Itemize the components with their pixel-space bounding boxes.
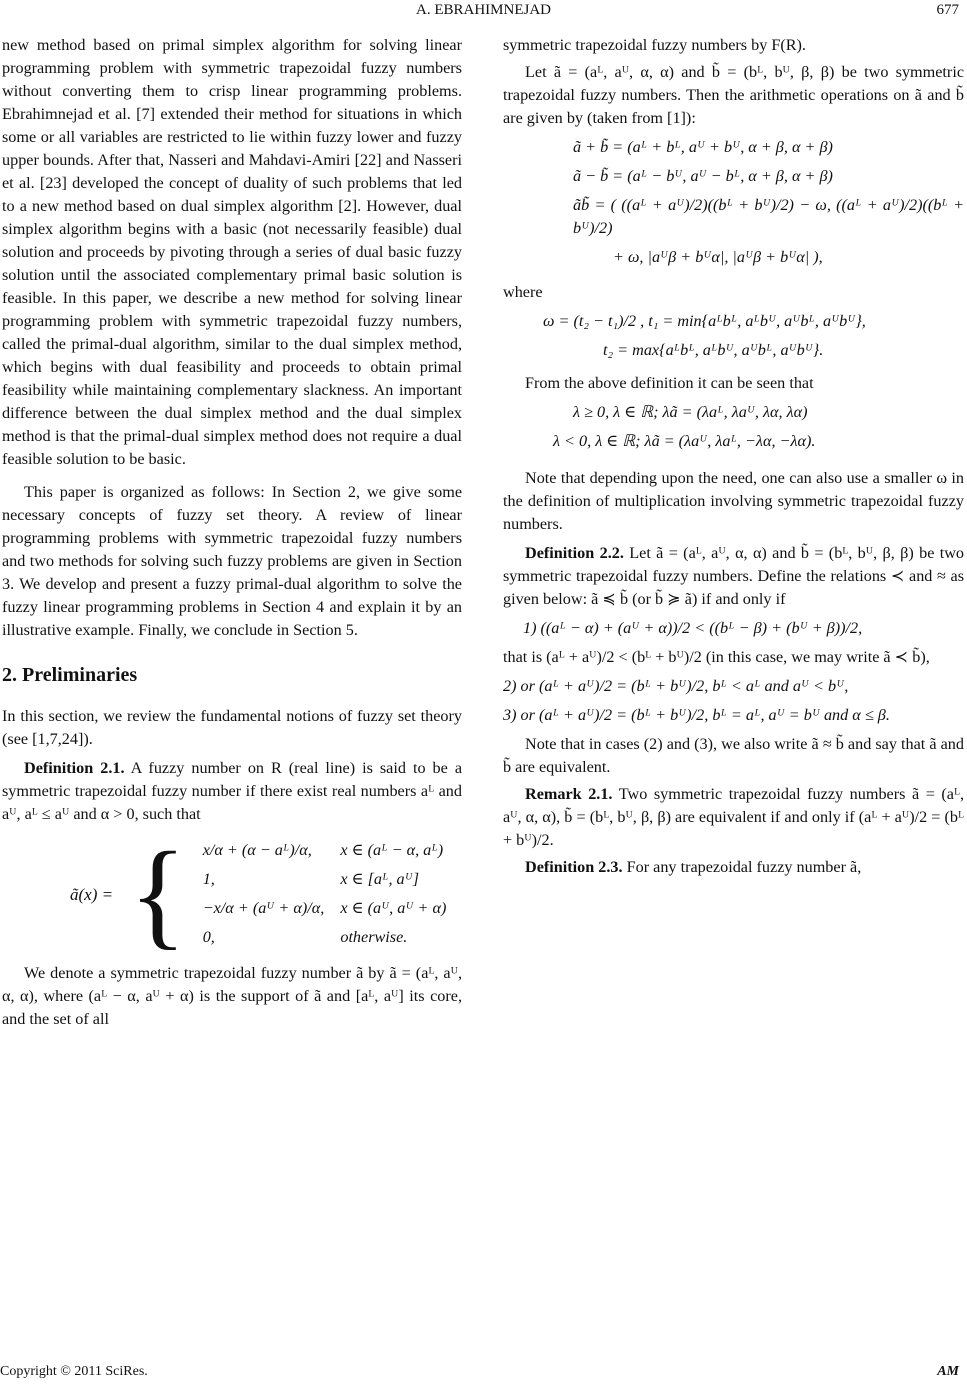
section-heading: 2. Preliminaries — [2, 664, 138, 686]
intro-paragraph: new method based on primal simplex algorithm for solving linear programming problem with symmetric trapezoidal fuzzy numbers without converting them to crisp linear programming problems. Ebrahimnejad et al. [7] extended their method for situations in which some or all variables are restricted to lie within fuzzy lower and fuzzy upper bounds. After that, Nasseri and Mahdavi-Amiri [22] and Nasseri et al. [23] developed the concept of duality of such problems that led to a new method based on dual simplex algorithm [2]. However, dual simplex algorithm begins with a basic (not necessarily feasible) dual solution and proceeds by pivoting through a series of dual basic fuzzy solution until the associated complementary primal basic solution is feasible. In this paper, we describe a new method for solving linear programming problem with symmetric trapezoidal fuzzy numbers, called the primal-dual algorithm, similar to the dual simplex method, which begins with dual feasibility and proceeds to obtain primal feasibility while maintaining complementary slackness. An important difference between the dual simplex method and the dual simplex method is that the primal-dual simplex method does not require a dual feasible solution to be basic. — [2, 36, 462, 468]
condition-1: 1) ((aᴸ − α) + (aᵁ + α))/2 < ((bᴸ − β) + (bᵁ + β))/2, — [523, 619, 863, 637]
copyright-notice: Copyright © 2011 SciRes. — [0, 1364, 148, 1379]
case-cond: otherwise. — [340, 928, 408, 946]
subtraction-formula: ã − b̃ = (aᴸ − bᵁ, aᵁ − bᴸ, α + β, α + β) — [573, 167, 833, 185]
remark-2-1 — [503, 783, 964, 852]
case-expr: 1, — [202, 870, 215, 888]
case-expr: 0, — [202, 928, 215, 946]
scalar-positive: λ ≥ 0, λ ∈ ℝ; λã = (λaᴸ, λaᵁ, λα, λα) — [573, 403, 808, 421]
condition-3: 3) or (aᴸ + aᵁ)/2 = (bᴸ + bᵁ)/2, bᴸ = aᴸ, aᵁ = bᵁ and α ≤ β. — [503, 706, 890, 724]
left-brace: { — [129, 827, 187, 960]
denote-paragraph: We denote a symmetric trapezoidal fuzzy number ã by ã = (aᴸ, aᵁ, α, α), where (aᴸ − α, aᵁ + α) is the support of ã and [aᴸ, aᵁ] its core, and the set of all — [2, 964, 462, 1028]
left-column — [2, 34, 462, 1031]
definition-label: Definition 2.1. — [24, 759, 125, 777]
continuation-line: symmetric trapezoidal fuzzy numbers by F(R). — [503, 36, 806, 54]
definition-2-2 — [503, 542, 964, 611]
case-cond: x ∈ [aᴸ, aᵁ] — [340, 870, 420, 888]
case-cond: x ∈ (aᵁ, aᵁ + α) — [340, 899, 447, 917]
where-label: where — [503, 283, 543, 301]
definition-label: Definition 2.3. — [525, 858, 623, 876]
organization-paragraph: This paper is organized as follows: In Section 2, we give some necessary concepts of fuzzy set theory. A review of linear programming problems with symmetric trapezoidal fuzzy numbers and two methods for solving such fuzzy problems are given in Section 3. We develop and present a fuzzy primal-dual algorithm to solve the fuzzy linear programming problems in Section 4 and explain it by an illustrative example. Finally, we conclude in Section 5. — [2, 483, 462, 639]
author-header: A. EBRAHIMNEJAD — [416, 2, 551, 18]
section-intro: In this section, we review the fundamental notions of fuzzy set theory (see [1,7,24]). — [2, 707, 462, 748]
page-number: 677 — [936, 2, 959, 18]
case-expr: −x/α + (aᵁ + α)/α, — [202, 899, 325, 917]
condition-1-tail: that is (aᴸ + aᵁ)/2 < (bᴸ + bᵁ)/2 (in this case, we may write ã ≺ b̃), — [503, 648, 930, 666]
remark-text: Two symmetric trapezoidal fuzzy numbers ã = (aᴸ, aᵁ, α, α), b̃ = (bᴸ, bᵁ, β, β) are equivalent if and only if (aᴸ + aᵁ)/2 = (bᴸ + bᵁ)/2. — [503, 785, 965, 849]
scalar-negative: λ < 0, λ ∈ ℝ; λã = (λaᵁ, λaᴸ, −λα, −λα). — [553, 432, 816, 450]
case-cond: x ∈ (aᴸ − α, aᴸ) — [340, 841, 444, 859]
running-header — [0, 2, 967, 24]
condition-2: 2) or (aᴸ + aᵁ)/2 = (bᴸ + bᵁ)/2, bᴸ < aᴸ and aᵁ < bᵁ, — [503, 677, 849, 695]
remark-label: Remark 2.1. — [525, 785, 613, 803]
let-paragraph: Let ã = (aᴸ, aᵁ, α, α) and b̃ = (bᴸ, bᵁ, β, β) be two symmetric trapezoidal fuzzy numbers. Then the arithmetic operations on ã and b̃ are given by (taken from [1]): — [503, 63, 964, 127]
multiplication-formula-1: ãb̃ = ( ((aᴸ + aᵁ)/2)((bᴸ + bᵁ)/2) − ω, ((aᴸ + aᵁ)/2)((bᴸ + bᵁ)/2) — [573, 196, 964, 237]
definition-text: For any trapezoidal fuzzy number ã, — [626, 858, 862, 876]
definition-2-1 — [2, 757, 462, 826]
definition-2-3 — [503, 856, 964, 879]
journal-abbrev: AM — [937, 1364, 959, 1379]
addition-formula: ã + b̃ = (aᴸ + bᴸ, aᵁ + bᵁ, α + β, α + β) — [573, 138, 833, 156]
definition-text: A fuzzy number on R (real line) is said to be a symmetric trapezoidal fuzzy number if there exist real numbers aᴸ and aᵁ, aᴸ ≤ aᵁ and α > 0, such that — [2, 759, 463, 823]
t2-definition: t₂ = max{aᴸbᴸ, aᴸbᵁ, aᵁbᴸ, aᵁbᵁ}. — [603, 341, 824, 359]
equivalence-note: Note that in cases (2) and (3), we also write ã ≈ b̃ and say that ã and b̃ are equivalent. — [503, 735, 964, 776]
right-column — [503, 34, 964, 879]
case-expr: x/α + (α − aᴸ)/α, — [202, 841, 312, 859]
definition-label: Definition 2.2. — [525, 544, 624, 562]
omega-note: Note that depending upon the need, one can also use a smaller ω in the definition of multiplication involving symmetric trapezoidal fuzzy numbers. — [503, 469, 964, 533]
omega-definition: ω = (t₂ − t₁)/2 , t₁ = min{aᴸbᴸ, aᴸbᵁ, aᵁbᴸ, aᵁbᵁ}, — [543, 312, 866, 330]
membership-function — [62, 827, 462, 960]
multiplication-formula-2: + ω, |aᵁβ + bᵁα|, |aᵁβ + bᵁα| ), — [613, 248, 823, 266]
definition-text: Let ã = (aᴸ, aᵁ, α, α) and b̃ = (bᴸ, bᵁ, β, β) be two symmetric trapezoidal fuzzy numbers. Define the relations ≺ and ≈ as given below: ã ≼ b̃ (or b̃ ≽ ã) if and only if — [503, 544, 965, 608]
from-above-line: From the above definition it can be seen that — [525, 374, 814, 392]
membership-lhs: ã(x) = — [70, 884, 114, 904]
